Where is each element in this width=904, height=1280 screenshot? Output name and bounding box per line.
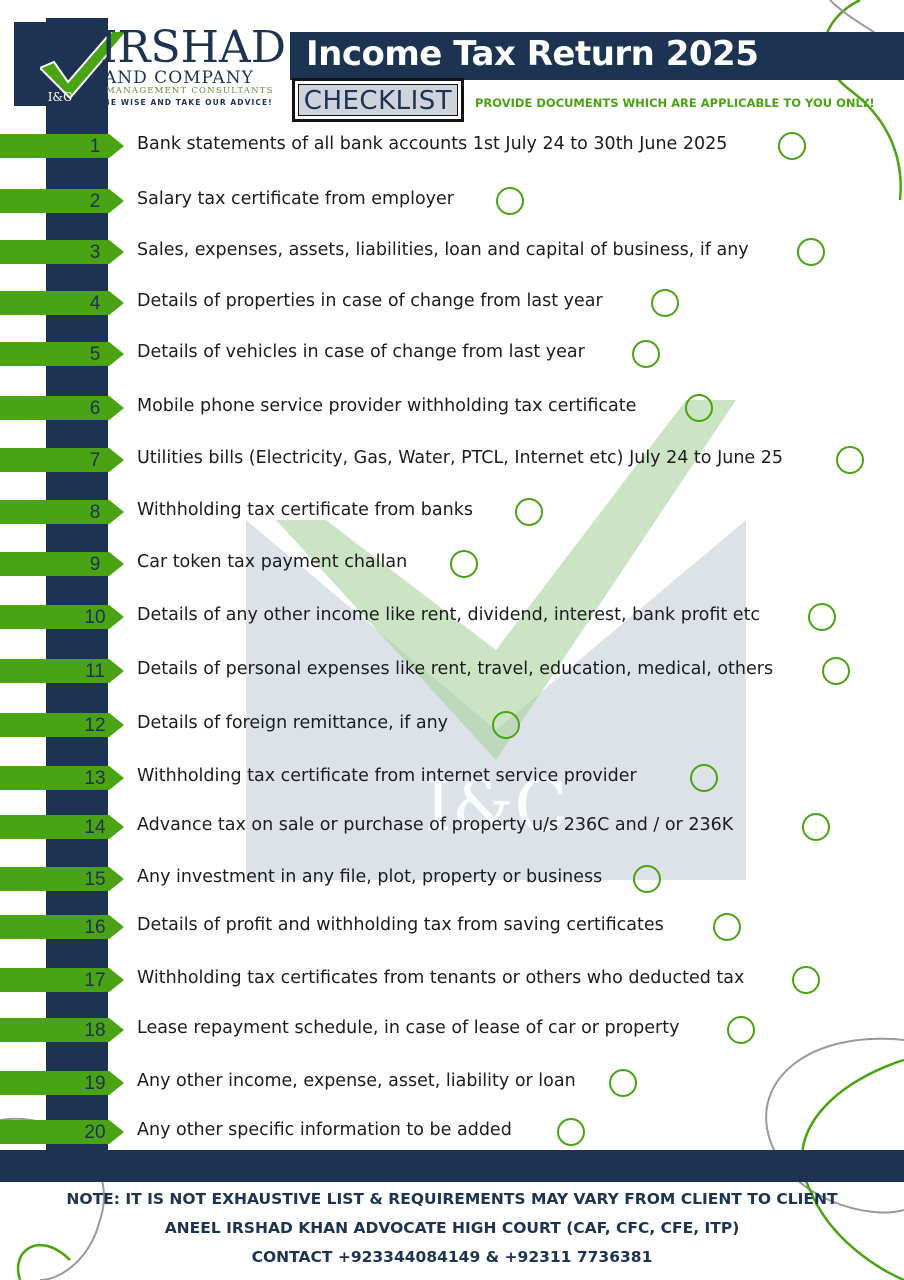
checkbox-circle[interactable] xyxy=(727,1016,755,1044)
footer-note: NOTE: IT IS NOT EXHAUSTIVE LIST & REQUIREMENTS MAY VARY FROM CLIENT TO CLIENT xyxy=(66,1190,838,1208)
item-number: 17 xyxy=(84,970,106,991)
list-item xyxy=(0,713,904,743)
list-item xyxy=(0,1120,904,1150)
item-number: 16 xyxy=(84,917,106,938)
checkbox-circle[interactable] xyxy=(557,1118,585,1146)
item-label: Any other income, expense, asset, liability or loan xyxy=(137,1071,576,1091)
list-item xyxy=(0,189,904,219)
firm-subtitle: AND COMPANY xyxy=(104,68,254,88)
title-bar xyxy=(290,32,904,80)
checklist-label: CHECKLIST xyxy=(303,86,453,116)
checkbox-circle[interactable] xyxy=(515,498,543,526)
footer-contact: CONTACT +923344084149 & +92311 7736381 xyxy=(251,1248,653,1266)
item-number: 4 xyxy=(89,293,101,314)
checkbox-circle[interactable] xyxy=(651,289,679,317)
item-number: 14 xyxy=(84,817,106,838)
item-number: 9 xyxy=(89,554,101,575)
firm-name: IRSHAD xyxy=(100,22,287,73)
item-label: Advance tax on sale or purchase of property u/s 236C and / or 236K xyxy=(137,815,734,835)
item-number: 5 xyxy=(89,344,101,365)
list-item xyxy=(0,134,904,164)
item-number: 8 xyxy=(89,502,101,523)
item-label: Sales, expenses, assets, liabilities, loan and capital of business, if any xyxy=(137,240,749,260)
checkbox-circle[interactable] xyxy=(836,446,864,474)
item-label: Mobile phone service provider withholding tax certificate xyxy=(137,396,637,416)
list-item xyxy=(0,291,904,321)
checkbox-circle[interactable] xyxy=(808,603,836,631)
checkbox-circle[interactable] xyxy=(802,813,830,841)
item-number: 6 xyxy=(89,398,101,419)
checkbox-circle[interactable] xyxy=(685,394,713,422)
list-item xyxy=(0,500,904,530)
item-number: 1 xyxy=(89,136,101,157)
item-label: Withholding tax certificates from tenants or others who deducted tax xyxy=(137,968,745,988)
checkbox-circle[interactable] xyxy=(492,711,520,739)
footer-author: ANEEL IRSHAD KHAN ADVOCATE HIGH COURT (CAF, CFC, CFE, ITP) xyxy=(164,1219,740,1237)
checklist-badge xyxy=(292,78,464,122)
checkbox-circle[interactable] xyxy=(713,913,741,941)
item-number: 15 xyxy=(84,869,106,890)
item-number: 11 xyxy=(85,661,105,682)
list-item xyxy=(0,815,904,845)
item-label: Details of vehicles in case of change from last year xyxy=(137,342,585,362)
item-label: Details of foreign remittance, if any xyxy=(137,713,449,733)
item-number: 10 xyxy=(84,607,106,628)
item-number: 20 xyxy=(84,1122,106,1143)
list-item xyxy=(0,867,904,897)
logo-initials: I&C xyxy=(47,90,73,104)
checkbox-circle[interactable] xyxy=(632,340,660,368)
list-item xyxy=(0,448,904,478)
spine-top-gap xyxy=(46,0,108,18)
list-item xyxy=(0,605,904,635)
item-label: Any investment in any file, plot, property or business xyxy=(137,867,603,887)
item-label: Details of profit and withholding tax from saving certificates xyxy=(137,915,664,935)
checkbox-circle[interactable] xyxy=(690,764,718,792)
checkbox-circle[interactable] xyxy=(797,238,825,266)
left-vertical-spine xyxy=(46,0,108,1182)
checkbox-circle[interactable] xyxy=(496,187,524,215)
checkbox-circle[interactable] xyxy=(822,657,850,685)
applicability-note: PROVIDE DOCUMENTS WHICH ARE APPLICABLE TO YOU ONLY! xyxy=(475,96,875,110)
item-number: 12 xyxy=(84,715,106,736)
item-number: 7 xyxy=(89,450,101,471)
checkbox-circle[interactable] xyxy=(778,132,806,160)
list-item xyxy=(0,1071,904,1101)
list-item xyxy=(0,766,904,796)
list-item xyxy=(0,342,904,372)
list-item xyxy=(0,1018,904,1048)
page-title: Income Tax Return 2025 xyxy=(306,34,759,74)
list-item xyxy=(0,240,904,270)
checkbox-circle[interactable] xyxy=(792,966,820,994)
watermark-text: I&C xyxy=(424,765,568,847)
list-item xyxy=(0,915,904,945)
list-item xyxy=(0,396,904,426)
firm-tagline: BE WISE AND TAKE OUR ADVICE! xyxy=(104,98,273,107)
item-label: Lease repayment schedule, in case of lease of car or property xyxy=(137,1018,680,1038)
list-item xyxy=(0,552,904,582)
checkbox-circle[interactable] xyxy=(609,1069,637,1097)
list-item xyxy=(0,659,904,689)
firm-descriptor: MANAGEMENT CONSULTANTS xyxy=(106,86,274,96)
item-label: Bank statements of all bank accounts 1st July 24 to 30th June 2025 xyxy=(137,134,728,154)
item-label: Utilities bills (Electricity, Gas, Water, PTCL, Internet etc) July 24 to June 25 xyxy=(137,448,784,468)
item-label: Withholding tax certificate from internet service provider xyxy=(137,766,637,786)
item-number: 2 xyxy=(89,191,101,212)
checkbox-circle[interactable] xyxy=(633,865,661,893)
item-number: 19 xyxy=(84,1073,106,1094)
item-label: Details of properties in case of change from last year xyxy=(137,291,603,311)
list-item xyxy=(0,968,904,998)
checkbox-circle[interactable] xyxy=(450,550,478,578)
item-label: Salary tax certificate from employer xyxy=(137,189,454,209)
item-label: Car token tax payment challan xyxy=(137,552,408,572)
item-number: 13 xyxy=(84,768,106,789)
item-label: Details of personal expenses like rent, travel, education, medical, others xyxy=(137,659,774,679)
item-label: Withholding tax certificate from banks xyxy=(137,500,473,520)
item-label: Details of any other income like rent, dividend, interest, bank profit etc xyxy=(137,605,761,625)
footer-bar xyxy=(0,1150,904,1182)
item-number: 18 xyxy=(84,1020,106,1041)
company-logo xyxy=(14,22,106,106)
item-label: Any other specific information to be added xyxy=(137,1120,512,1140)
item-number: 3 xyxy=(89,242,101,263)
